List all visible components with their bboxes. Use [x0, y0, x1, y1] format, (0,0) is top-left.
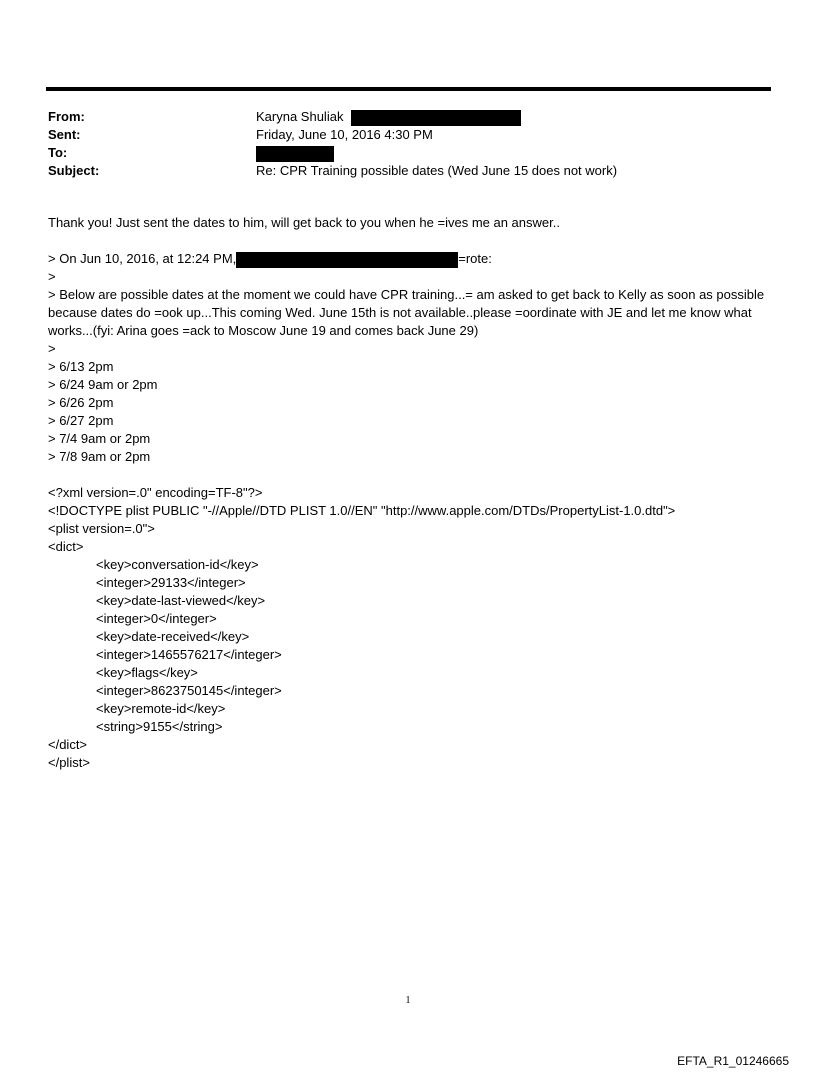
subject-row: [48, 162, 768, 180]
to-row: [48, 144, 768, 162]
header-rule: [46, 87, 771, 91]
subject-label: Subject:: [48, 163, 100, 178]
redaction-block: [236, 252, 458, 268]
to-label: To:: [48, 145, 68, 160]
sent-row: [48, 126, 768, 144]
from-name: Karyna Shuliak: [256, 109, 344, 124]
quote-blank-line: >: [48, 341, 56, 356]
plist-entry: <string>9155</string>: [96, 719, 223, 734]
quote-intro-end: =rote:: [458, 251, 492, 266]
page-number: 1: [405, 995, 411, 1006]
date-line: > 6/27 2pm: [48, 413, 114, 428]
plist-entry: <key>date-last-viewed</key>: [96, 593, 266, 608]
plist-entry: <key>conversation-id</key>: [96, 557, 259, 572]
date-line: > 7/4 9am or 2pm: [48, 431, 151, 446]
bates-number: EFTA_R1_01246665: [677, 1054, 789, 1068]
date-line: > 6/26 2pm: [48, 395, 114, 410]
plist-entry: <key>flags</key>: [96, 665, 198, 680]
plist-entry: <integer>8623750145</integer>: [96, 683, 282, 698]
plist-entry: <key>date-received</key>: [96, 629, 250, 644]
date-line: > 6/13 2pm: [48, 359, 114, 374]
date-line: > 6/24 9am or 2pm: [48, 377, 158, 392]
quote-blank-line: >: [48, 269, 56, 284]
quote-paragraph: > Below are possible dates at the moment we could have CPR training...= am asked to get back to Kelly as soon as possible because dates do =ook up...This coming Wed. June 15th is not available..please =oordinate with JE and let me know what works...(fyi: Arina goes =ack to Moscow June 19 and comes back June 29): [48, 287, 768, 338]
from-label: From:: [48, 109, 85, 124]
sent-value: Friday, June 10, 2016 4:30 PM: [256, 127, 433, 142]
xml-declaration: <?xml version=.0" encoding=TF-8"?>: [48, 485, 263, 500]
email-body: [48, 214, 768, 772]
date-line: > 7/8 9am or 2pm: [48, 449, 151, 464]
subject-value: Re: CPR Training possible dates (Wed June 15 does not work): [256, 163, 618, 178]
doctype-line: <!DOCTYPE plist PUBLIC "-//Apple//DTD PLIST 1.0//EN" "http://www.apple.com/DTDs/PropertyList-1.0.dtd">: [48, 503, 676, 518]
redaction-block: [351, 110, 521, 126]
from-row: [48, 108, 768, 126]
quote-intro: [48, 250, 768, 268]
redaction-block: [256, 146, 334, 162]
plist-entry: <integer>29133</integer>: [96, 575, 246, 590]
to-value: [256, 144, 334, 162]
email-header: [48, 108, 768, 180]
plist-entry: <integer>1465576217</integer>: [96, 647, 282, 662]
reply-text: Thank you! Just sent the dates to him, will get back to you when he =ives me an answer..: [48, 215, 560, 230]
plist-entry: <integer>0</integer>: [96, 611, 217, 626]
dict-open: <dict>: [48, 539, 84, 554]
from-value: [256, 108, 521, 126]
sent-label: Sent:: [48, 127, 81, 142]
dict-close: </dict>: [48, 737, 88, 752]
quote-intro-start: > On Jun 10, 2016, at 12:24 PM,: [48, 251, 237, 266]
plist-close: </plist>: [48, 755, 90, 770]
plist-open: <plist version=.0">: [48, 521, 155, 536]
plist-entry: <key>remote-id</key>: [96, 701, 226, 716]
